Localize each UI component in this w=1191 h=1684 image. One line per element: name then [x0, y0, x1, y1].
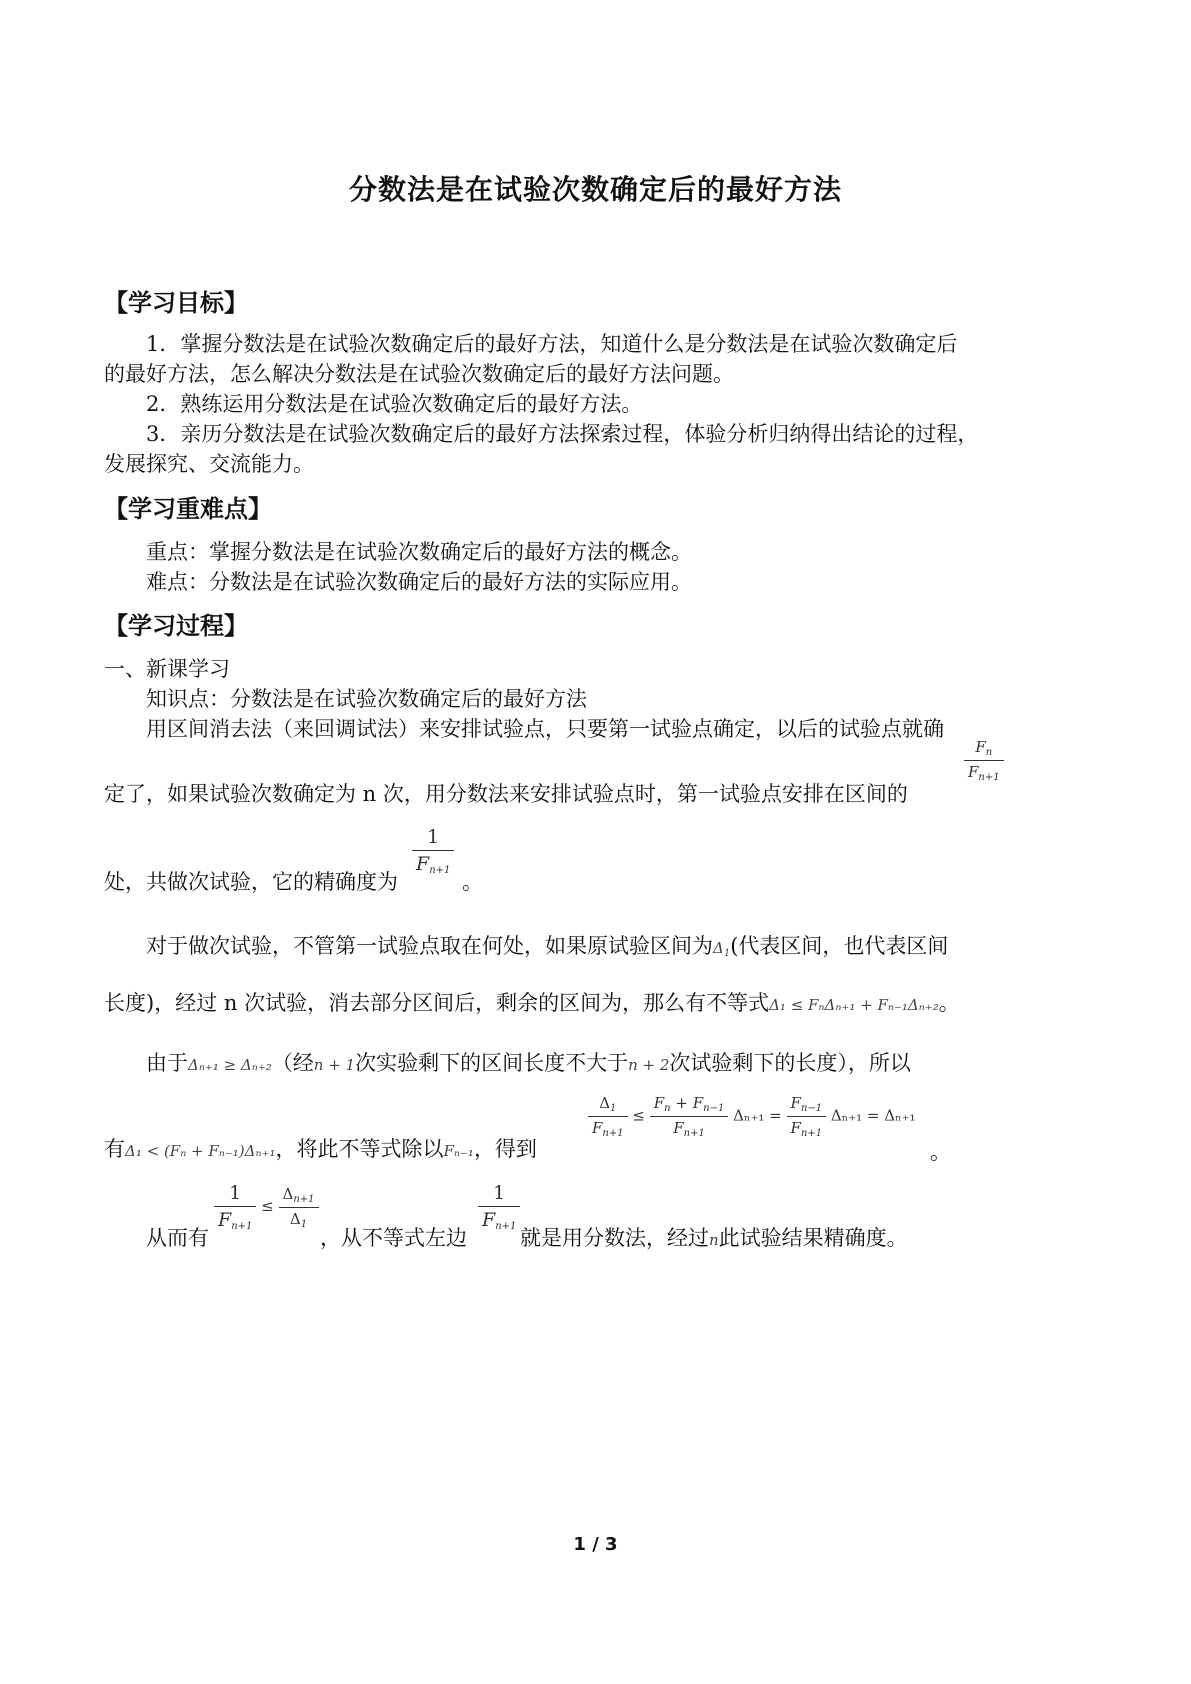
fraction-fn-over-fn1 — [964, 738, 1004, 783]
p4-text-d: 此试验结果精确度。 — [718, 1226, 908, 1250]
fraction-sum-over-fn1: $\frac{F_n + F_{n-1}}{F_{n+1}}$ — [650, 1094, 729, 1139]
n-plus-1: n + 1 — [313, 1056, 356, 1074]
goal-1-line-2: 的最好方法，怎么解决分数法是在试验次数确定后的最好方法问题。 — [104, 362, 734, 386]
p3-line2-end: 。 — [930, 1140, 951, 1164]
fraction-numerator: 1 — [412, 826, 454, 851]
fn-subscript: n — [985, 747, 993, 758]
equation-middle: Δₙ₊₁ = — [733, 1106, 782, 1125]
goal-1-line-1: 1．掌握分数法是在试验次数确定后的最好方法，知道什么是分数法是在试验次数确定后 — [146, 332, 958, 356]
n-plus-2: n + 2 — [628, 1056, 670, 1074]
p4-text-c: 就是用分数法，经过 — [520, 1226, 709, 1250]
p3-text-b: （经 — [271, 1051, 314, 1075]
p3-line2-c: ，得到 — [473, 1137, 537, 1161]
paragraph-3-line-1 — [146, 1047, 911, 1077]
paragraph-4-b: ，从不等式左边 — [320, 1226, 467, 1250]
difficulty-point: 难点：分数法是在试验次数确定后的最好方法的实际应用。 — [146, 570, 692, 594]
new-lesson-subheading: 一、新课学习 — [104, 657, 230, 681]
focus-point: 重点：掌握分数法是在试验次数确定后的最好方法的概念。 — [146, 540, 692, 564]
p3-text-d: 次试验剩下的长度），所以 — [669, 1051, 911, 1075]
n-variable: n — [709, 1231, 719, 1249]
equation-end: Δₙ₊₁ = Δₙ₊₁ — [830, 1106, 916, 1125]
p2-line2-post: 。 — [938, 991, 960, 1015]
paragraph-1-line-2: 定了，如果试验次数确定为 n 次，用分数法来安排试验点时，第一试验点安排在区间的 — [104, 782, 908, 806]
paragraph-3-line-2 — [104, 1133, 537, 1163]
p1-line3-end: 。 — [462, 870, 483, 894]
fraction-deltan1-over-delta1: $\frac{\Delta_{n+1}}{\Delta_1}$ — [279, 1185, 319, 1230]
inequality-2: Δₙ₊₁ ≥ Δₙ₊₂ — [188, 1056, 272, 1074]
p2-line2-pre: 长度)，经过 n 次试验，消去部分区间后，剩余的区间为，那么有不等式 — [104, 991, 770, 1015]
le-sign: ≤ — [632, 1106, 645, 1125]
goals-heading: 【学习目标】 — [104, 289, 248, 317]
fn-minus-1: Fₙ₋₁ — [443, 1142, 474, 1160]
paragraph-4-a: 从而有 — [146, 1226, 209, 1250]
fn1-letter-b: F — [416, 853, 430, 875]
paragraph-2-line-2 — [104, 987, 960, 1017]
paragraph-4-c — [520, 1222, 908, 1252]
p3-text-a: 由于 — [146, 1051, 188, 1075]
fn1-subscript: n+1 — [978, 772, 1000, 783]
knowledge-point: 知识点：分数法是在试验次数确定后的最好方法 — [146, 687, 587, 711]
fraction-1-over-fn1 — [412, 826, 454, 876]
fn1-subscript-b: n+1 — [429, 865, 451, 876]
p3-line2-a: 有 — [104, 1137, 125, 1161]
goal-2: 2．熟练运用分数法是在试验次数确定后的最好方法。 — [146, 392, 643, 416]
p3-line2-b: ，将此不等式除以 — [275, 1137, 444, 1161]
p2-line1-post: (代表区间，也代表区间 — [730, 934, 949, 958]
fn-letter: F — [975, 738, 986, 756]
inequality-1: Δ₁ ≤ FₙΔₙ₊₁ + Fₙ₋₁Δₙ₊₂ — [769, 996, 939, 1014]
final-inequality: $\frac{1}{F_{n+1}}$ ≤ $\frac{\Delta_{n+1}}{\Delta_1}$ — [214, 1182, 319, 1232]
goal-3-line-1: 3．亲历分数法是在试验次数确定后的最好方法探索过程，体验分析归纳得出结论的过程， — [146, 422, 979, 446]
fn1-letter: F — [968, 763, 979, 781]
fraction-1-over-fn1-final: $\frac{1}{F_{n+1}}$ — [214, 1182, 256, 1232]
paragraph-1-line-1: 用区间消去法（来回调试法）来安排试验点，只要第一试验点确定，以后的试验点就确 — [146, 717, 944, 741]
fraction-1-over-fn1-left: $\frac{1}{F_{n+1}}$ — [478, 1182, 520, 1232]
paragraph-2-line-1 — [146, 930, 948, 960]
process-heading: 【学习过程】 — [104, 612, 248, 640]
inequality-3: Δ₁ < (Fₙ + Fₙ₋₁)Δₙ₊₁ — [125, 1142, 276, 1160]
goal-3-line-2: 发展探究、交流能力。 — [104, 452, 314, 476]
fraction-delta1-over-fn1: $\frac{\Delta_1}{F_{n+1}}$ — [588, 1094, 628, 1139]
p2-line1-pre: 对于做次试验，不管第一试验点取在何处，如果原试验区间为 — [146, 934, 713, 958]
derived-equation — [588, 1094, 916, 1139]
fraction-fnm1-over-fn1: $\frac{F_{n-1}}{F_{n+1}}$ — [787, 1094, 827, 1139]
p1-line3-text: 处，共做次试验，它的精确度为 — [104, 870, 398, 894]
delta-1: $\Delta_1$ — [713, 939, 731, 959]
page-number: 1 / 3 — [573, 1534, 618, 1555]
key-points-heading: 【学习重难点】 — [104, 495, 272, 523]
page-title: 分数法是在试验次数确定后的最好方法 — [348, 173, 842, 206]
paragraph-1-line-3 — [104, 866, 398, 896]
p3-text-c: 次实验剩下的区间长度不大于 — [355, 1051, 629, 1075]
